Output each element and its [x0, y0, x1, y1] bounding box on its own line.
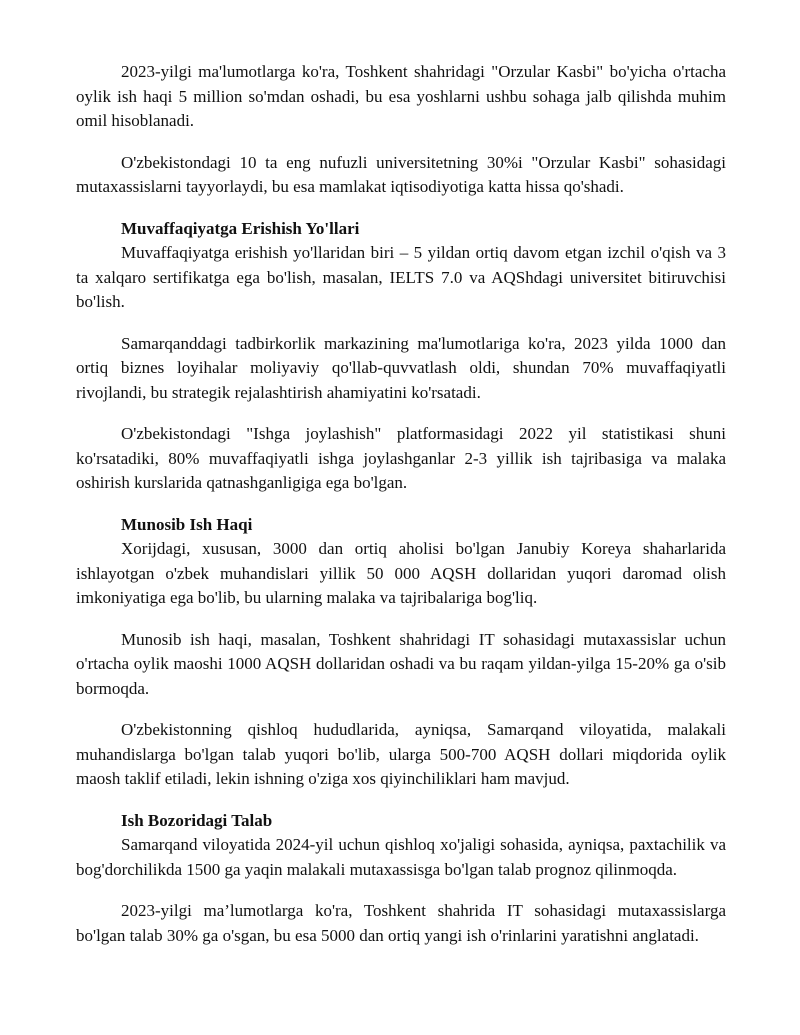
paragraph: 2023-yilgi ma'lumotlarga ko'ra, Toshkent shahridagi "Orzular Kasbi" bo'yicha o'rtacha oylik ish haqi 5 million so'mdan oshadi, bu esa yoshlarni ushbu sohaga jalb qilishda muhim omil hisoblanadi.	[76, 62, 726, 130]
paragraph: 2023-yilgi ma’lumotlarga ko'ra, Toshkent shahrida IT sohasidagi mutaxassislarga bo'lgan talab 30% ga o'sgan, bu esa 5000 dan ortiq yangi ish o'rinlarini yaratishni anglatadi.	[76, 901, 726, 945]
paragraph: Muvaffaqiyatga erishish yo'llaridan biri – 5 yildan ortiq davom etgan izchil o'qish va 3 ta xalqaro sertifikatga ega bo'lish, masalan, IELTS 7.0 va AQShdagi universitet bitiruvchisi bo'lish.	[76, 243, 726, 311]
paragraph-spacer	[76, 701, 726, 718]
paragraph-spacer	[76, 496, 726, 513]
paragraph: O'zbekistondagi "Ishga joylashish" platformasidagi 2022 yil statistikasi shuni ko'rsatadiki, 80% muvaffaqiyatli ishga joylashganlar 2-3 yillik ish tajribasiga va malaka oshirish kurslarida qatnashganligiga ega bo'lgan.	[76, 424, 726, 492]
paragraph: Munosib ish haqi, masalan, Toshkent shahridagi IT sohasidagi mutaxassislar uchun o'rtacha oylik maoshi 1000 AQSH dollaridan oshadi va bu raqam yildan-yilga 15-20% ga o'sib bormoqda.	[76, 629, 726, 698]
paragraph-spacer	[76, 611, 726, 628]
paragraph-spacer	[76, 882, 726, 899]
section-heading: Ish Bozoridagi Talab	[121, 810, 273, 830]
paragraph-spacer	[76, 315, 726, 332]
section-heading: Muvaffaqiyatga Erishish Yo'llari	[121, 218, 360, 238]
paragraph-spacer	[76, 792, 726, 809]
document-body	[76, 60, 726, 948]
paragraph-spacer	[76, 134, 726, 151]
paragraph: O'zbekistonning qishloq hududlarida, ayniqsa, Samarqand viloyatida, malakali muhandislarga bo'lgan talab yuqori bo'lib, ularga 500-700 AQSH dollari miqdorida oylik maosh taklif etiladi, lekin ishning o'ziga xos qiyinchiliklari ham mavjud.	[76, 720, 726, 788]
paragraph: O'zbekistondagi 10 ta eng nufuzli universitetning 30%i "Orzular Kasbi" sohasidagi mutaxassislarni tayyorlaydi, bu esa mamlakat iqtisodiyotiga katta hissa qo'shadi.	[76, 152, 726, 196]
paragraph-spacer	[76, 405, 726, 422]
paragraph: Samarqand viloyatida 2024-yil uchun qishloq xo'jaligi sohasida, ayniqsa, paxtachilik va bog'dorchilikda 1500 ga yaqin malakali mutaxassisga bo'lgan talab prognoz qilinmoqda.	[76, 835, 726, 879]
section-heading: Munosib Ish Haqi	[121, 514, 253, 534]
paragraph-spacer	[76, 200, 726, 217]
paragraph: Xorijdagi, xususan, 3000 dan ortiq aholisi bo'lgan Janubiy Koreya shaharlarida ishlayotgan o'zbek muhandislari yillik 50 000 AQSH dollaridan yuqori daromad olish imkoniyatiga ega bo'lib, bu ularning malaka va tajribalariga bog'liq.	[76, 539, 726, 607]
paragraph: Samarqanddagi tadbirkorlik markazining ma'lumotlariga ko'ra, 2023 yilda 1000 dan ortiq biznes loyihalar moliyaviy qo'llab-quvvatlash oldi, shundan 70% muvaffaqiyatli rivojlandi, bu strategik rejalashtirish ahamiyatini ko'rsatadi.	[76, 333, 726, 402]
